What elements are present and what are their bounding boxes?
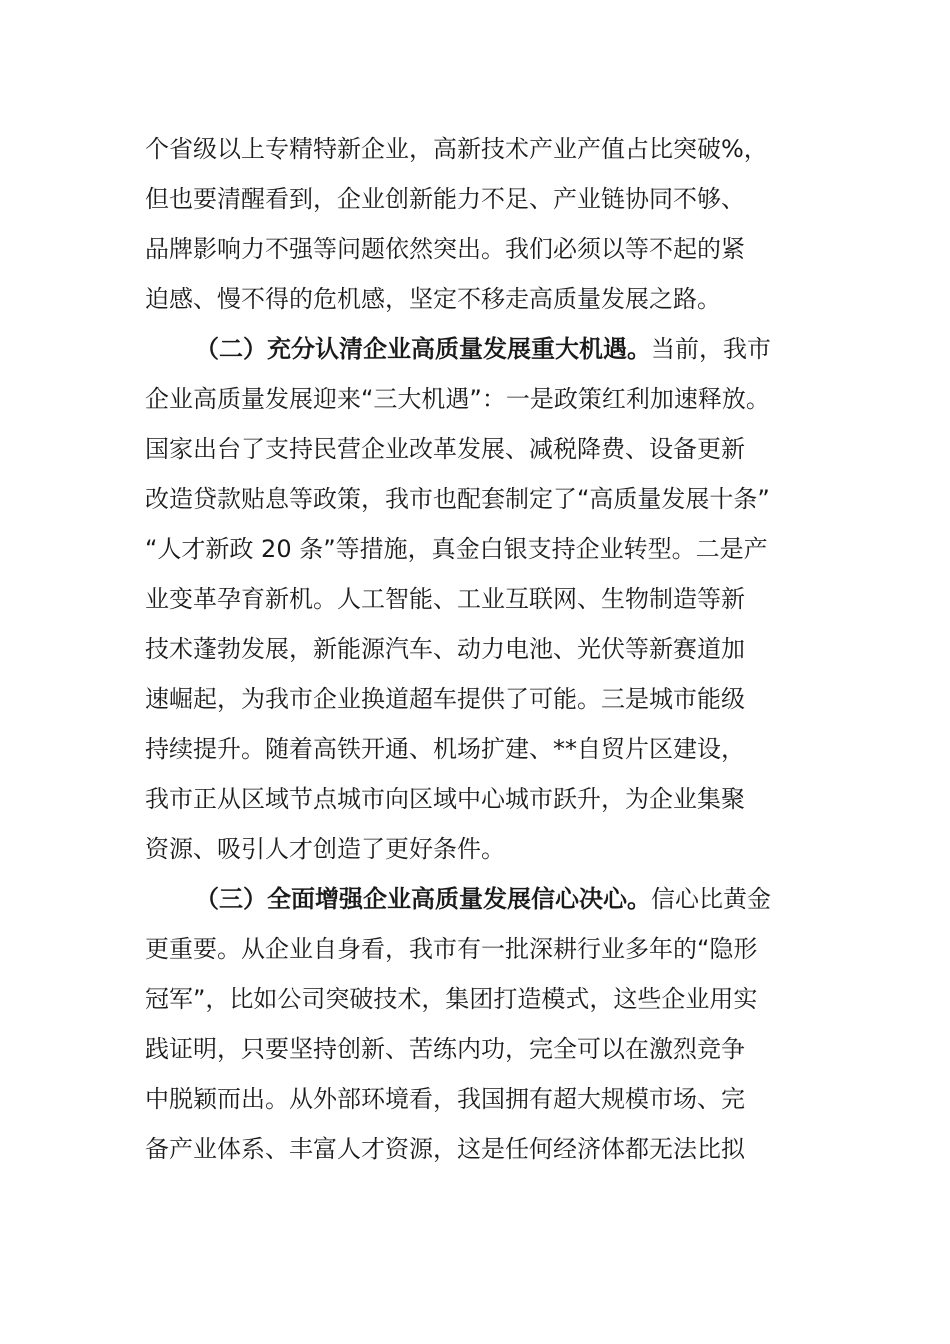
text-line: “人才新政 20 条”等措施，真金白银支持企业转型。二是产 (145, 535, 768, 563)
document-body (145, 124, 810, 1174)
text-line: 技术蓬勃发展，新能源汽车、动力电池、光伏等新赛道加 (145, 635, 745, 663)
text-line: 冠军”，比如公司突破技术，集团打造模式，这些企业用实 (145, 985, 758, 1013)
paragraph-challenges (145, 124, 810, 324)
text-line: 更重要。从企业自身看，我市有一批深耕行业多年的“隐形 (145, 935, 758, 963)
text-line: 改造贷款贴息等政策，我市也配套制定了“高质量发展十条” (145, 485, 770, 513)
text-line: 品牌影响力不强等问题依然突出。我们必须以等不起的紧 (145, 235, 745, 263)
text-line: 资源、吸引人才创造了更好条件。 (145, 835, 505, 863)
text-line: 中脱颖而出。从外部环境看，我国拥有超大规模市场、完 (145, 1085, 745, 1113)
text-line: 个省级以上专精特新企业，高新技术产业产值占比突破%， (145, 135, 768, 163)
text-line: 国家出台了支持民营企业改革发展、减税降费、设备更新 (145, 435, 745, 463)
text-line: 践证明，只要坚持创新、苦练内功，完全可以在激烈竞争 (145, 1035, 745, 1063)
text-span: 当前，我市 (651, 335, 771, 363)
section-heading-two: （二）充分认清企业高质量发展重大机遇。 (195, 335, 651, 363)
text-line: 备产业体系、丰富人才资源，这是任何经济体都无法比拟 (145, 1135, 745, 1163)
text-line: 速崛起，为我市企业换道超车提供了可能。三是城市能级 (145, 685, 745, 713)
text-line (145, 324, 810, 374)
paragraph-confidence (145, 874, 810, 1174)
text-line: 持续提升。随着高铁开通、机场扩建、**自贸片区建设， (145, 735, 745, 763)
section-heading-three: （三）全面增强企业高质量发展信心决心。 (195, 885, 651, 913)
text-line: 迫感、慢不得的危机感，坚定不移走高质量发展之路。 (145, 285, 721, 313)
text-line: 但也要清醒看到，企业创新能力不足、产业链协同不够、 (145, 185, 745, 213)
paragraph-opportunities (145, 324, 810, 874)
text-line: 我市正从区域节点城市向区域中心城市跃升，为企业集聚 (145, 785, 745, 813)
text-line: 企业高质量发展迎来“三大机遇”：一是政策红利加速释放。 (145, 385, 770, 413)
text-span: 信心比黄金 (651, 885, 771, 913)
text-line (145, 874, 810, 924)
text-line: 业变革孕育新机。人工智能、工业互联网、生物制造等新 (145, 585, 745, 613)
